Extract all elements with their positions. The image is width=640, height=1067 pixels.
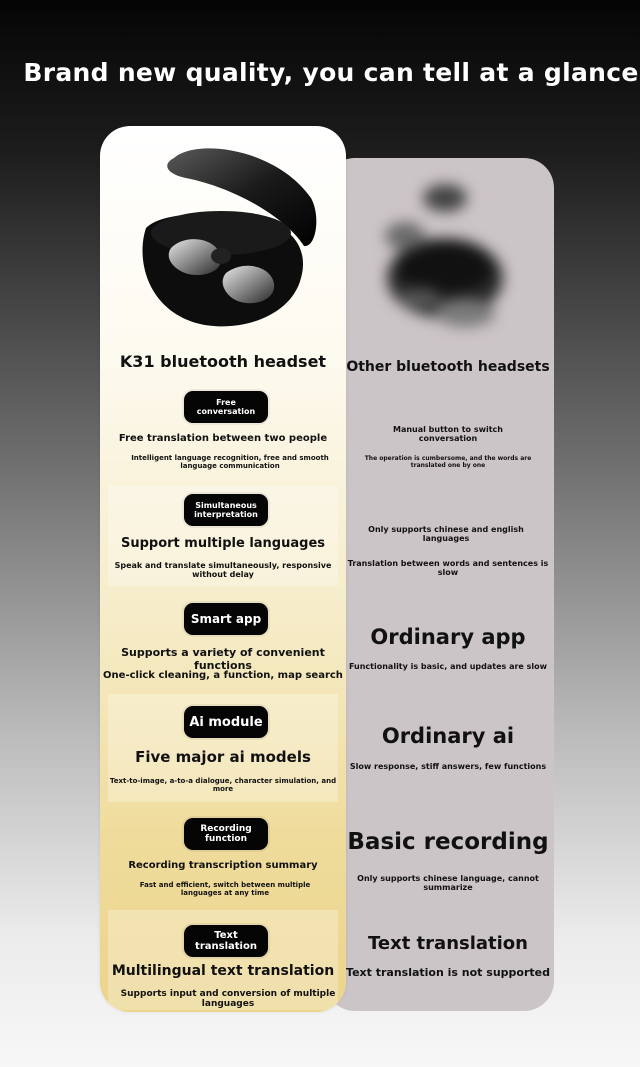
tag-text-translation: Text translation [184, 925, 268, 957]
headline: Brand new quality, you can tell at a glance [23, 58, 639, 87]
other-feature-desc: Functionality is basic, and updates are slow [348, 662, 548, 671]
feature-title: Multilingual text translation [111, 963, 335, 979]
feature-desc: Supports input and conversion of multiple languages [120, 989, 336, 1009]
feature-title: Support multiple languages [120, 536, 326, 551]
other-feature-title: Ordinary ai [381, 724, 515, 748]
feature-title: Recording transcription summary [128, 860, 318, 871]
feature-title: Five major ai models [135, 748, 311, 766]
feature-title: Free translation between two people [118, 433, 328, 444]
feature-desc: Fast and efficient, switch between multiple languages at any time [139, 881, 311, 897]
other-feature-title: Manual button to switch conversation [393, 425, 503, 443]
feature-desc: Speak and translate simultaneously, responsive without delay [114, 561, 332, 579]
feature-desc: One-click cleaning, a function, map search [103, 670, 343, 681]
other-feature-title: Only supports chinese and english languages [368, 525, 524, 543]
other-feature-desc: Translation between words and sentences is slow [347, 559, 549, 577]
tag-ai-module: Ai module [184, 706, 268, 738]
feature-desc: Text-to-image, a-to-a dialogue, character simulation, and more [109, 777, 337, 793]
tag-simultaneous-interpretation: Simultaneous interpretation [184, 494, 268, 526]
tag-smart-app: Smart app [184, 603, 268, 635]
other-title: Other bluetooth headsets [346, 359, 550, 375]
tag-recording-function: Recording function [184, 818, 268, 850]
other-feature-title: Basic recording [347, 829, 549, 855]
feature-title: Supports a variety of convenient functions [121, 646, 325, 672]
tag-free-conversation: Free conversation [184, 391, 268, 423]
blurred-earbuds-image [325, 158, 554, 358]
other-feature-desc: Slow response, stiff answers, few functions [349, 762, 547, 771]
other-feature-desc: Only supports chinese language, cannot summarize [357, 874, 539, 892]
product-title: K31 bluetooth headset [119, 352, 327, 371]
other-feature-title: Text translation [367, 933, 528, 954]
other-feature-desc: Text translation is not supported [346, 966, 550, 979]
other-feature-desc: The operation is cumbersome, and the words are translated one by one [364, 455, 532, 469]
earbuds-case-image [126, 138, 326, 338]
other-feature-title: Ordinary app [370, 625, 526, 649]
feature-desc: Intelligent language recognition, free and smooth language communication [131, 454, 329, 470]
